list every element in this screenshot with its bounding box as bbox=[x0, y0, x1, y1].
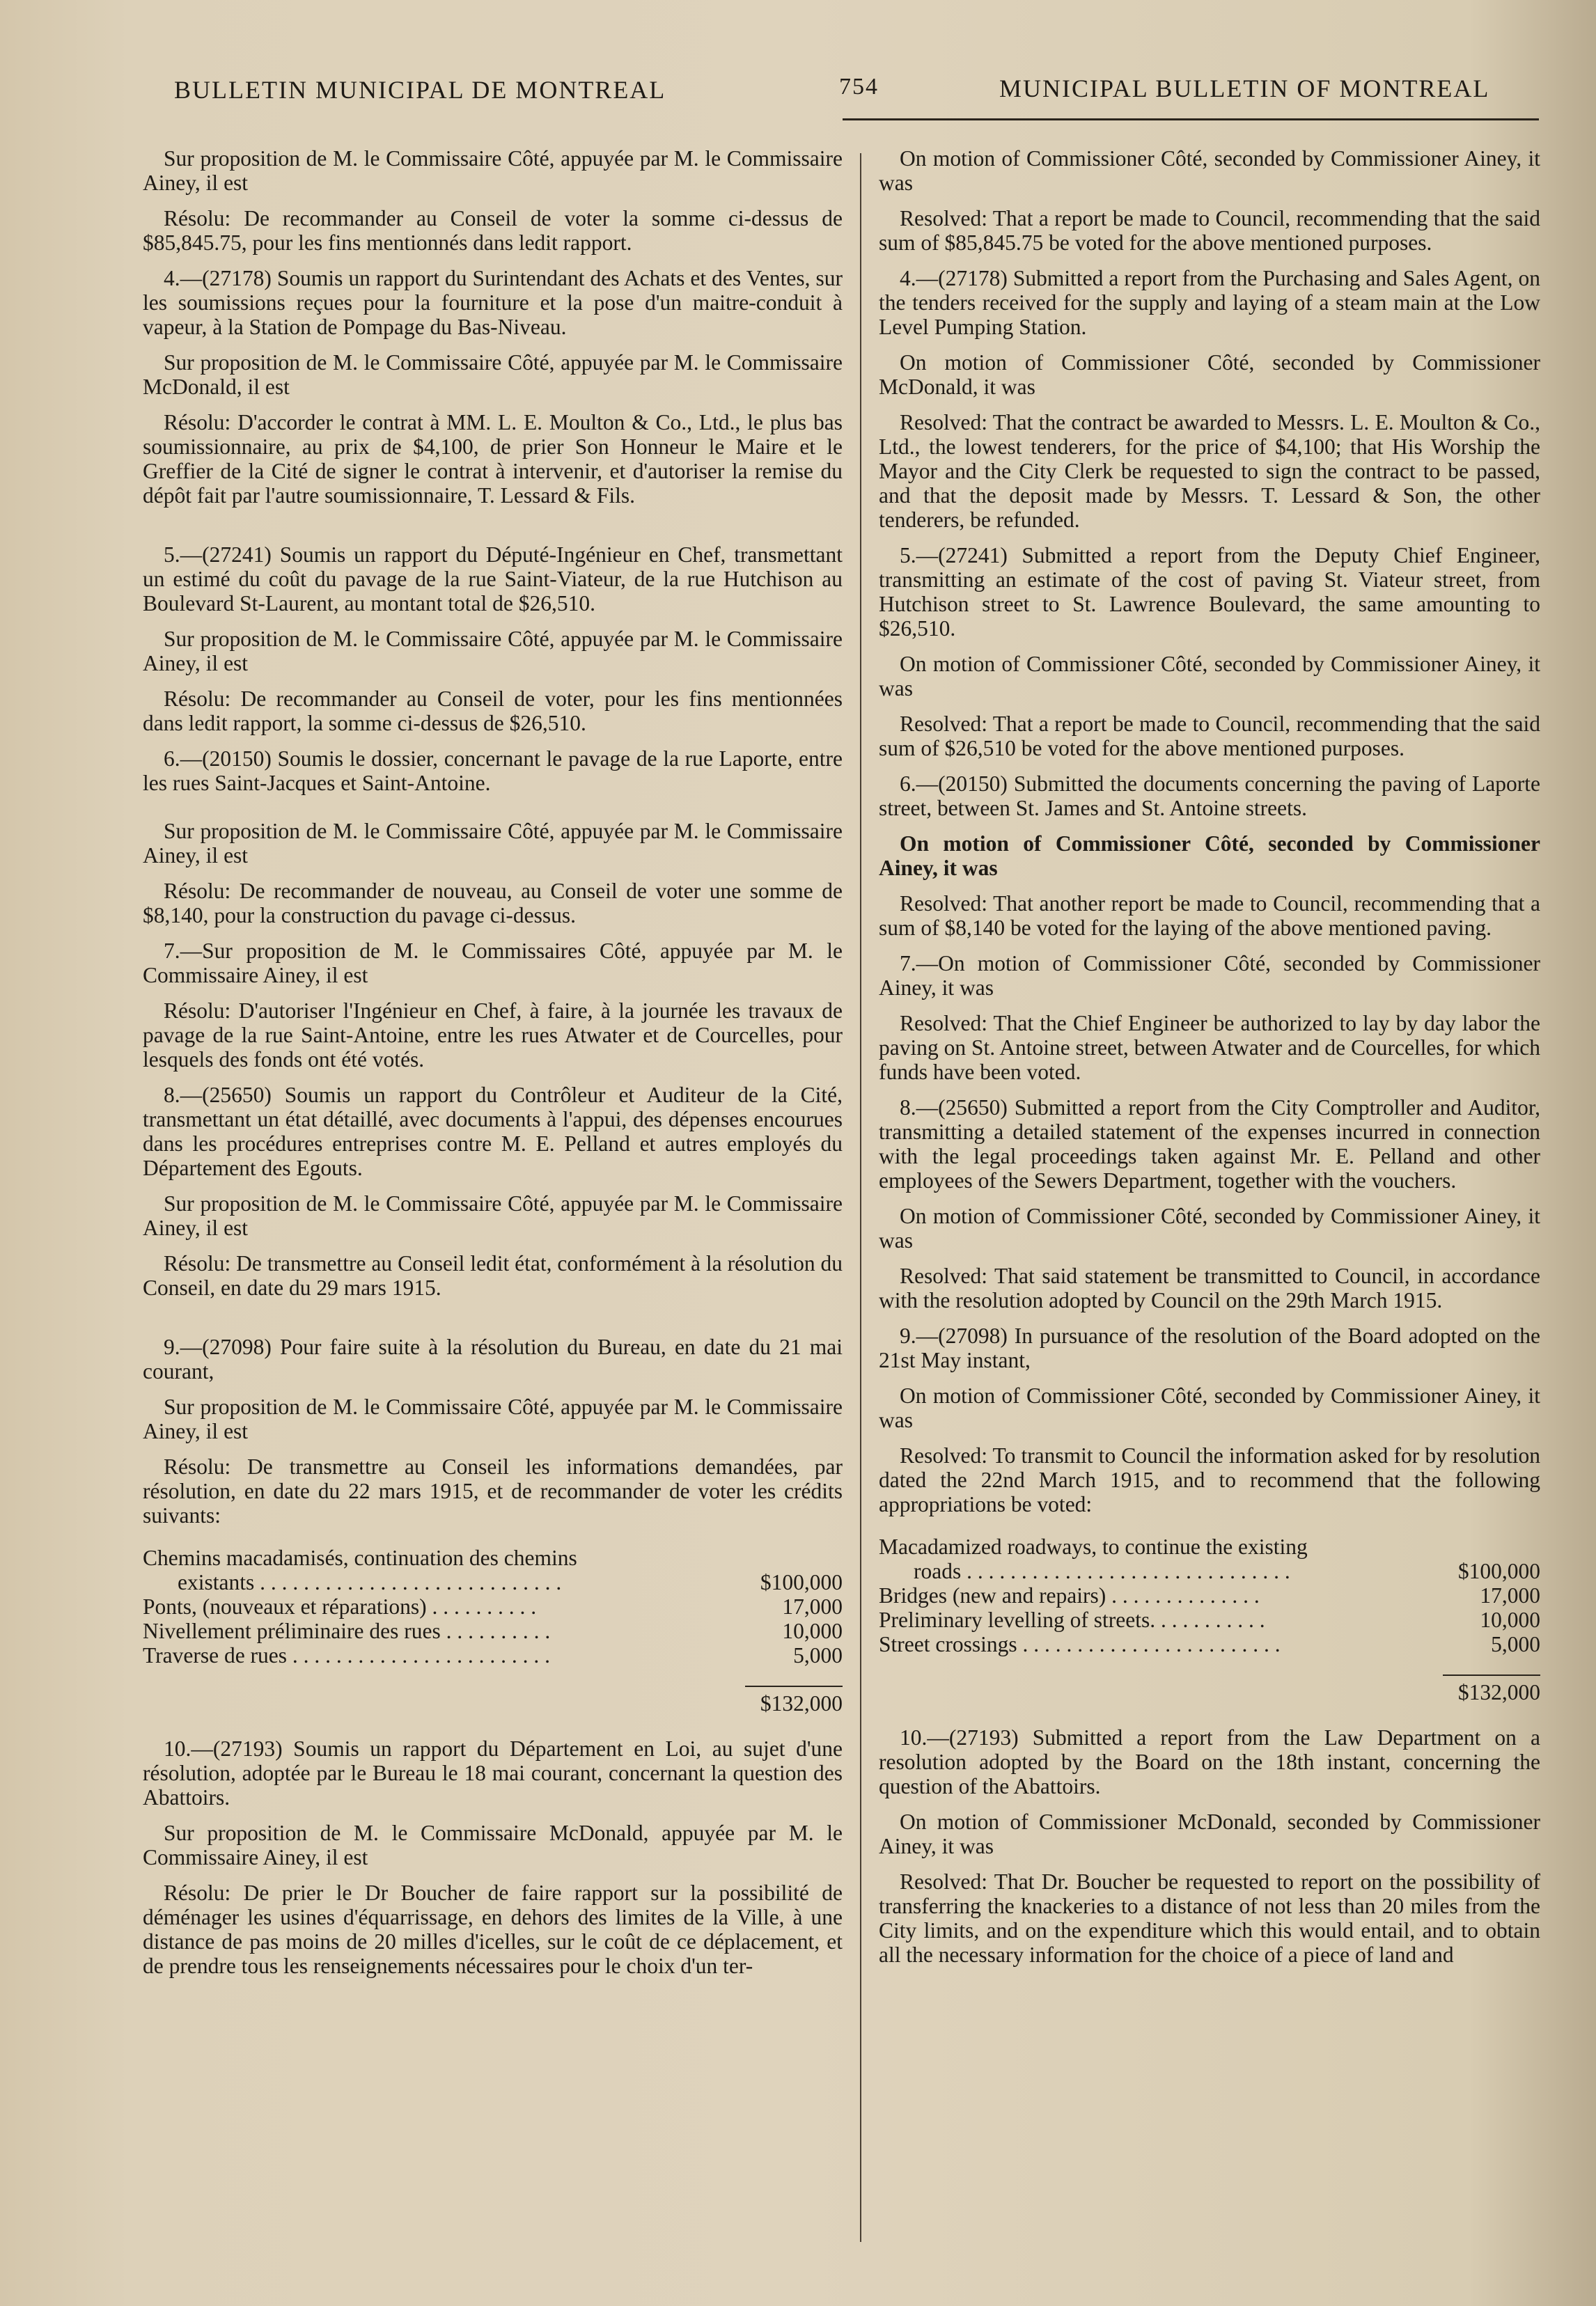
french-column bbox=[143, 146, 843, 1989]
fr-item-4: 4.—(27178) Soumis un rapport du Surintendant des Achats et des Ventes, sur les soumissions reçues pour la fourniture et la pose d'un maitre-conduit à vapeur, à la Station de Pompage du Bas-Niveau. bbox=[143, 266, 843, 339]
fr-item-6: 6.—(20150) Soumis le dossier, concernant le pavage de la rue Laporte, entre les rues Saint-Jacques et Saint-Antoine. bbox=[143, 746, 843, 795]
en-appropriation-row: Preliminary levelling of streets. . . . . . . . . . . 10,000 bbox=[879, 1608, 1540, 1632]
fr-item-7: 7.—Sur proposition de M. le Commissaires Côté, appuyée par M. le Commissaire Ainey, il est bbox=[143, 939, 843, 987]
en-appropriation-row: Macadamized roadways, to continue the existing bbox=[879, 1535, 1308, 1559]
fr-item-5: 5.—(27241) Soumis un rapport du Député-Ingénieur en Chef, transmettant un estimé du coût du pavage de la rue Saint-Viateur, de la rue Hutchison au Boulevard St-Laurent, au montant total de $26,510. bbox=[143, 542, 843, 615]
page-number: 754 bbox=[839, 74, 879, 100]
header-title-french: BULLETIN MUNICIPAL DE MONTREAL bbox=[174, 76, 666, 104]
en-motion: On motion of Commissioner Côté, seconded by Commissioner McDonald, it was bbox=[879, 350, 1540, 399]
en-item-8: 8.—(25650) Submitted a report from the City Comptroller and Auditor, transmitting a detailed statement of the expenses incurred in connection with the legal proceedings taken against Mr. E. Pelland and other employees of the Sewers Department, together with the vouchers. bbox=[879, 1095, 1540, 1193]
fr-motion: Sur proposition de M. le Commissaire Côté, appuyée par M. le Commissaire Ainey, il est bbox=[143, 819, 843, 868]
en-motion: On motion of Commissioner Côté, seconded by Commissioner Ainey, it was bbox=[879, 1383, 1540, 1432]
fr-item-10: 10.—(27193) Soumis un rapport du Département en Loi, au sujet d'une résolution, adoptée par le Bureau le 18 mai courant, concernant la question des Abattoirs. bbox=[143, 1736, 843, 1810]
fr-resolution: Résolu: De recommander au Conseil de voter, pour les fins mentionnées dans ledit rapport, la somme ci-dessus de $26,510. bbox=[143, 687, 843, 735]
en-resolution: Resolved: To transmit to Council the information asked for by resolution dated the 22nd March 1915, and to recommend that the following appropriations be voted: bbox=[879, 1443, 1540, 1516]
en-appropriation-total: $132,000 bbox=[1457, 1680, 1540, 1704]
fr-motion: Sur proposition de M. le Commissaire McDonald, appuyée par M. le Commissaire Ainey, il est bbox=[143, 1821, 843, 1869]
en-item-6: 6.—(20150) Submitted the documents concerning the paving of Laporte street, between St. James and St. Antoine streets. bbox=[879, 771, 1540, 820]
fr-motion: Sur proposition de M. le Commissaire Côté, appuyée par M. le Commissaire Ainey, il est bbox=[143, 627, 843, 675]
en-appropriation-row: Street crossings . . . . . . . . . . . . . . . . . . . . . . . . 5,000 bbox=[879, 1632, 1540, 1656]
fr-resolution: Résolu: D'accorder le contrat à MM. L. E. Moulton & Co., Ltd., le plus bas soumissionnaire, au prix de $4,100, de prier Son Honneur le Maire et le Greffier de la Cité de signer le contrat à intervenir, et d'autoriser la remise du dépôt fait par l'autre soumissionnaire, T. Lessard & Fils. bbox=[143, 410, 843, 508]
en-resolution: Resolved: That Dr. Boucher be requested to report on the possibility of transferring the knackeries to a distance of not less than 20 miles from the City limits, and on the expenditure which this would entail, and to obtain all the necessary information for the choice of a piece of land and bbox=[879, 1869, 1540, 1967]
header-rule bbox=[843, 118, 1539, 120]
en-motion: On motion of Commissioner Côté, seconded by Commissioner Ainey, it was bbox=[879, 146, 1540, 195]
fr-motion: Sur proposition de M. le Commissaire Côté, appuyée par M. le Commissaire Ainey, il est bbox=[143, 1191, 843, 1240]
fr-motion: Sur proposition de M. le Commissaire Côté, appuyée par M. le Commissaire McDonald, il est bbox=[143, 350, 843, 399]
fr-resolution: Résolu: De recommander de nouveau, au Conseil de voter une somme de $8,140, pour la construction du pavage ci-dessus. bbox=[143, 879, 843, 927]
en-item-7: 7.—On motion of Commissioner Côté, seconded by Commissioner Ainey, it was bbox=[879, 951, 1540, 1000]
fr-appropriations-table bbox=[143, 1546, 843, 1716]
fr-resolution: Résolu: De recommander au Conseil de voter la somme ci-dessus de $85,845.75, pour les fins mentionnés dans ledit rapport. bbox=[143, 206, 843, 255]
en-appropriation-row: roads . . . . . . . . . . . . . . . . . . . . . . . . . . . . . . $100,000 bbox=[914, 1559, 1540, 1583]
fr-motion: Sur proposition de M. le Commissaire Côté, appuyée par M. le Commissaire Ainey, il est bbox=[143, 146, 843, 195]
fr-resolution: Résolu: De transmettre au Conseil ledit état, conformément à la résolution du Conseil, en date du 29 mars 1915. bbox=[143, 1251, 843, 1300]
en-resolution: Resolved: That a report be made to Council, recommending that the said sum of $85,845.75 be voted for the above mentioned purposes. bbox=[879, 206, 1540, 255]
en-item-9: 9.—(27098) In pursuance of the resolution of the Board adopted on the 21st May instant, bbox=[879, 1324, 1540, 1372]
en-resolution: Resolved: That the Chief Engineer be authorized to lay by day labor the paving on St. Antoine street, between Atwater and de Courcelles, for which funds have been voted. bbox=[879, 1011, 1540, 1084]
en-resolution: Resolved: That a report be made to Council, recommending that the said sum of $26,510 be voted for the above mentioned purposes. bbox=[879, 712, 1540, 760]
fr-appropriation-row: existants . . . . . . . . . . . . . . . . . . . . . . . . . . . . $100,000 bbox=[178, 1570, 843, 1594]
en-resolution: Resolved: That another report be made to Council, recommending that a sum of $8,140 be voted for the laying of the above mentioned paving. bbox=[879, 891, 1540, 940]
en-appropriations-table bbox=[879, 1535, 1540, 1704]
en-resolution: Resolved: That said statement be transmitted to Council, in accordance with the resolution adopted by Council on the 29th March 1915. bbox=[879, 1264, 1540, 1312]
header-title-english: MUNICIPAL BULLETIN OF MONTREAL bbox=[999, 74, 1490, 102]
fr-appropriation-row: Traverse de rues . . . . . . . . . . . . . . . . . . . . . . . . 5,000 bbox=[143, 1643, 843, 1668]
fr-appropriation-row: Chemins macadamisés, continuation des chemins bbox=[143, 1546, 577, 1570]
en-motion: On motion of Commissioner Côté, seconded by Commissioner Ainey, it was bbox=[879, 652, 1540, 700]
page-header bbox=[174, 67, 1526, 109]
en-motion: On motion of Commissioner Côté, seconded by Commissioner Ainey, it was bbox=[879, 831, 1540, 880]
en-motion: On motion of Commissioner Côté, seconded by Commissioner Ainey, it was bbox=[879, 1204, 1540, 1253]
en-total-rule bbox=[1443, 1674, 1540, 1676]
en-item-10: 10.—(27193) Submitted a report from the Law Department on a resolution adopted by the Board on the 18th instant, concerning the question of the Abattoirs. bbox=[879, 1725, 1540, 1798]
fr-resolution: Résolu: D'autoriser l'Ingénieur en Chef, à faire, à la journée les travaux de pavage de la rue Saint-Antoine, entre les rues Atwater et de Courcelles, pour lesquels des fonds ont été votés. bbox=[143, 998, 843, 1072]
fr-appropriation-total: $132,000 bbox=[760, 1691, 843, 1716]
fr-appropriation-row: Nivellement préliminaire des rues . . . . . . . . . . 10,000 bbox=[143, 1619, 843, 1643]
fr-appropriation-row: Ponts, (nouveaux et réparations) . . . . . . . . . . 17,000 bbox=[143, 1594, 843, 1619]
english-column bbox=[879, 146, 1540, 1978]
en-motion: On motion of Commissioner McDonald, seconded by Commissioner Ainey, it was bbox=[879, 1810, 1540, 1858]
en-resolution: Resolved: That the contract be awarded to Messrs. L. E. Moulton & Co., Ltd., the lowest tenderers, for the price of $4,100; that His Worship the Mayor and the City Clerk be requested to sign the contract to be passed, and that the deposit made by Messrs. T. Lessard & Son, the other tenderers, be refunded. bbox=[879, 410, 1540, 532]
fr-item-8: 8.—(25650) Soumis un rapport du Contrôleur et Auditeur de la Cité, transmettant un état détaillé, avec documents à l'appui, des dépenses encourues dans les procédures entreprises contre M. E. Pelland et autres employés du Département des Egouts. bbox=[143, 1083, 843, 1180]
en-item-4: 4.—(27178) Submitted a report from the Purchasing and Sales Agent, on the tenders received for the supply and laying of a steam main at the Low Level Pumping Station. bbox=[879, 266, 1540, 339]
fr-item-9: 9.—(27098) Pour faire suite à la résolution du Bureau, en date du 21 mai courant, bbox=[143, 1335, 843, 1383]
column-divider bbox=[860, 153, 861, 2242]
en-item-5: 5.—(27241) Submitted a report from the Deputy Chief Engineer, transmitting an estimate of the cost of paving St. Viateur street, from Hutchison street to St. Lawrence Boulevard, the same amounting to $26,510. bbox=[879, 543, 1540, 641]
fr-resolution: Résolu: De transmettre au Conseil les informations demandées, par résolution, en date du 22 mars 1915, et de recommander de voter les crédits suivants: bbox=[143, 1454, 843, 1528]
fr-resolution: Résolu: De prier le Dr Boucher de faire rapport sur la possibilité de déménager les usines d'équarrissage, en dehors des limites de la Ville, à une distance de pas moins de 20 milles d'icelles, sur le coût de ce déplacement, et de prendre tous les renseignements nécessaires pour le choix d'un ter- bbox=[143, 1881, 843, 1978]
fr-total-rule bbox=[745, 1686, 843, 1687]
fr-motion: Sur proposition de M. le Commissaire Côté, appuyée par M. le Commissaire Ainey, il est bbox=[143, 1395, 843, 1443]
en-appropriation-row: Bridges (new and repairs) . . . . . . . . . . . . . . 17,000 bbox=[879, 1583, 1540, 1608]
